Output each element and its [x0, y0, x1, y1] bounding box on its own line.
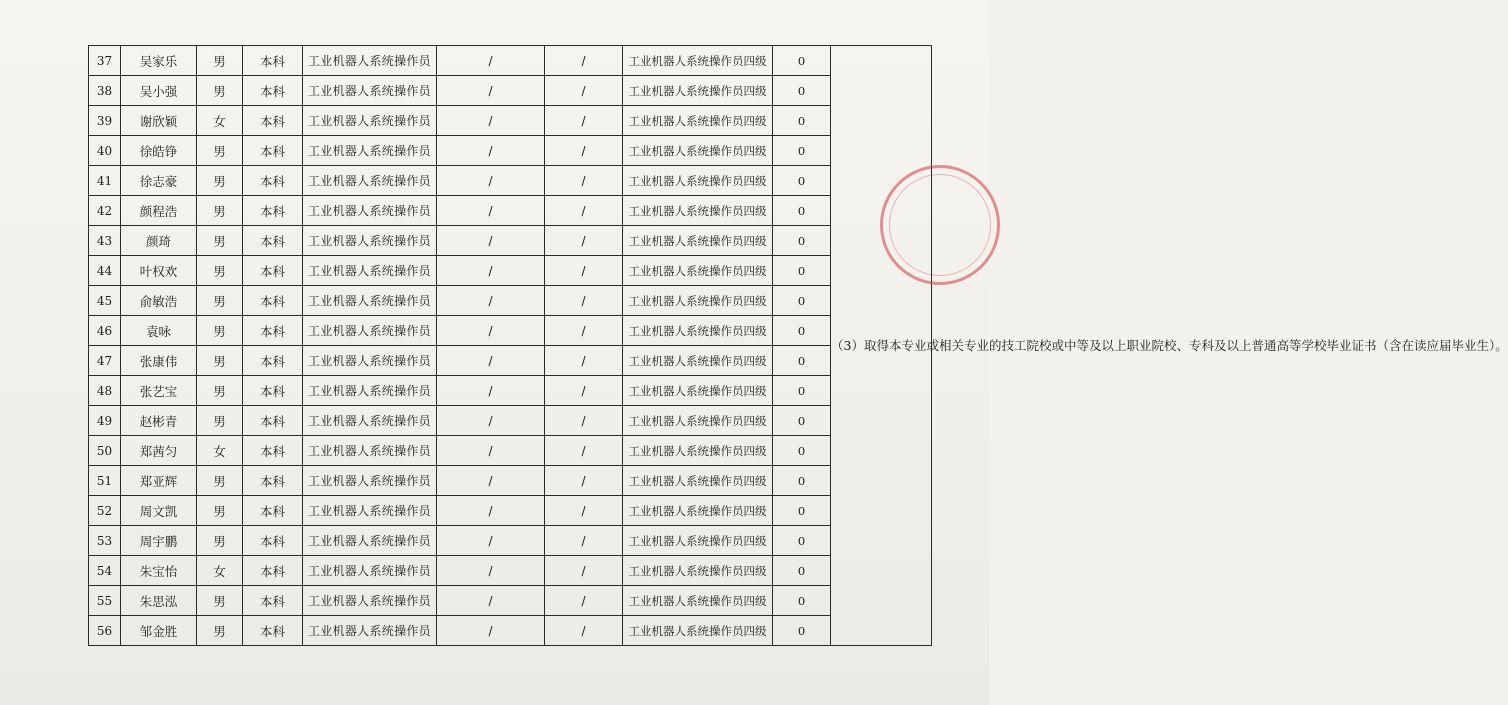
candidate-gender: 男: [197, 586, 243, 616]
empty-field-b: /: [545, 346, 623, 376]
row-number: 43: [89, 226, 121, 256]
table-row: [89, 196, 932, 226]
occupation: 工业机器人系统操作员: [303, 136, 437, 166]
candidate-name: 周宇鹏: [121, 526, 197, 556]
occupation: 工业机器人系统操作员: [303, 316, 437, 346]
row-number: 47: [89, 346, 121, 376]
certification-level: 工业机器人系统操作员四级: [623, 46, 773, 76]
empty-field-a: /: [437, 406, 545, 436]
candidate-name: 吴小强: [121, 76, 197, 106]
table-row: [89, 436, 932, 466]
empty-field-b: /: [545, 496, 623, 526]
empty-field-b: /: [545, 526, 623, 556]
occupation: 工业机器人系统操作员: [303, 406, 437, 436]
education-level: 本科: [243, 226, 303, 256]
table-row: [89, 616, 932, 646]
table-row: [89, 526, 932, 556]
row-number: 38: [89, 76, 121, 106]
empty-field-a: /: [437, 526, 545, 556]
education-level: 本科: [243, 316, 303, 346]
empty-field-a: /: [437, 256, 545, 286]
table-row: [89, 286, 932, 316]
certification-level: 工业机器人系统操作员四级: [623, 226, 773, 256]
empty-field-b: /: [545, 586, 623, 616]
occupation: 工业机器人系统操作员: [303, 256, 437, 286]
eligibility-note: （3）取得本专业或相关专业的技工院校或中等及以上职业院校、专科及以上普通高等学校毕业证书（含在读应届毕业生）。: [831, 46, 932, 646]
certification-level: 工业机器人系统操作员四级: [623, 166, 773, 196]
education-level: 本科: [243, 346, 303, 376]
empty-field-a: /: [437, 616, 545, 646]
empty-field-a: /: [437, 136, 545, 166]
occupation: 工业机器人系统操作员: [303, 196, 437, 226]
candidate-gender: 男: [197, 406, 243, 436]
candidate-gender: 男: [197, 286, 243, 316]
row-number: 48: [89, 376, 121, 406]
row-number: 50: [89, 436, 121, 466]
empty-field-b: /: [545, 556, 623, 586]
certification-level: 工业机器人系统操作员四级: [623, 346, 773, 376]
education-level: 本科: [243, 46, 303, 76]
certification-level: 工业机器人系统操作员四级: [623, 496, 773, 526]
empty-field-b: /: [545, 376, 623, 406]
candidate-name: 朱宝怡: [121, 556, 197, 586]
certification-level: 工业机器人系统操作员四级: [623, 256, 773, 286]
education-level: 本科: [243, 556, 303, 586]
candidate-name: 郑亚辉: [121, 466, 197, 496]
candidate-name: 张艺宝: [121, 376, 197, 406]
score-value: 0: [773, 436, 831, 466]
table-row: [89, 316, 932, 346]
education-level: 本科: [243, 496, 303, 526]
row-number: 54: [89, 556, 121, 586]
empty-field-b: /: [545, 196, 623, 226]
certification-level: 工业机器人系统操作员四级: [623, 406, 773, 436]
score-value: 0: [773, 196, 831, 226]
candidate-gender: 男: [197, 496, 243, 526]
candidate-gender: 女: [197, 556, 243, 586]
score-value: 0: [773, 256, 831, 286]
education-level: 本科: [243, 106, 303, 136]
occupation: 工业机器人系统操作员: [303, 526, 437, 556]
empty-field-a: /: [437, 586, 545, 616]
empty-field-a: /: [437, 106, 545, 136]
score-value: 0: [773, 76, 831, 106]
occupation: 工业机器人系统操作员: [303, 46, 437, 76]
certification-level: 工业机器人系统操作员四级: [623, 286, 773, 316]
candidate-name: 邹金胜: [121, 616, 197, 646]
table-row: [89, 226, 932, 256]
occupation: 工业机器人系统操作员: [303, 496, 437, 526]
education-level: 本科: [243, 376, 303, 406]
candidate-name: 谢欣颖: [121, 106, 197, 136]
empty-field-a: /: [437, 466, 545, 496]
education-level: 本科: [243, 466, 303, 496]
candidate-name: 颜琦: [121, 226, 197, 256]
certification-level: 工业机器人系统操作员四级: [623, 136, 773, 166]
score-value: 0: [773, 526, 831, 556]
candidate-name: 张康伟: [121, 346, 197, 376]
candidate-name: 叶权欢: [121, 256, 197, 286]
score-value: 0: [773, 616, 831, 646]
occupation: 工业机器人系统操作员: [303, 226, 437, 256]
row-number: 37: [89, 46, 121, 76]
table-row: [89, 46, 932, 76]
empty-field-a: /: [437, 46, 545, 76]
certification-level: 工业机器人系统操作员四级: [623, 376, 773, 406]
education-level: 本科: [243, 406, 303, 436]
row-number: 46: [89, 316, 121, 346]
row-number: 52: [89, 496, 121, 526]
education-level: 本科: [243, 136, 303, 166]
empty-field-a: /: [437, 196, 545, 226]
candidate-gender: 男: [197, 46, 243, 76]
empty-field-b: /: [545, 406, 623, 436]
occupation: 工业机器人系统操作员: [303, 556, 437, 586]
table-row: [89, 466, 932, 496]
candidate-gender: 男: [197, 466, 243, 496]
row-number: 51: [89, 466, 121, 496]
empty-field-b: /: [545, 436, 623, 466]
occupation: 工业机器人系统操作员: [303, 286, 437, 316]
education-level: 本科: [243, 286, 303, 316]
empty-field-b: /: [545, 466, 623, 496]
education-level: 本科: [243, 436, 303, 466]
empty-field-a: /: [437, 376, 545, 406]
candidate-name: 郑茜匀: [121, 436, 197, 466]
candidate-roster-table: [88, 45, 1508, 646]
table-row: [89, 136, 932, 166]
table-row: [89, 496, 932, 526]
row-number: 44: [89, 256, 121, 286]
empty-field-a: /: [437, 436, 545, 466]
candidate-gender: 男: [197, 166, 243, 196]
table-row: [89, 106, 932, 136]
empty-field-b: /: [545, 106, 623, 136]
score-value: 0: [773, 136, 831, 166]
row-number: 49: [89, 406, 121, 436]
candidate-name: 朱思泓: [121, 586, 197, 616]
score-value: 0: [773, 226, 831, 256]
roster-body: [89, 46, 1508, 646]
candidate-name: 俞敏浩: [121, 286, 197, 316]
empty-field-a: /: [437, 346, 545, 376]
candidate-name: 吴家乐: [121, 46, 197, 76]
row-number: 53: [89, 526, 121, 556]
certification-level: 工业机器人系统操作员四级: [623, 106, 773, 136]
candidate-name: 徐志豪: [121, 166, 197, 196]
occupation: 工业机器人系统操作员: [303, 76, 437, 106]
empty-field-b: /: [545, 166, 623, 196]
table-row: [89, 556, 932, 586]
education-level: 本科: [243, 76, 303, 106]
empty-field-a: /: [437, 496, 545, 526]
score-value: 0: [773, 466, 831, 496]
score-value: 0: [773, 376, 831, 406]
occupation: 工业机器人系统操作员: [303, 586, 437, 616]
empty-field-a: /: [437, 316, 545, 346]
empty-field-b: /: [545, 316, 623, 346]
certification-level: 工业机器人系统操作员四级: [623, 586, 773, 616]
row-number: 39: [89, 106, 121, 136]
candidate-gender: 男: [197, 526, 243, 556]
education-level: 本科: [243, 526, 303, 556]
occupation: 工业机器人系统操作员: [303, 376, 437, 406]
empty-field-a: /: [437, 166, 545, 196]
empty-field-a: /: [437, 556, 545, 586]
certification-level: 工业机器人系统操作员四级: [623, 76, 773, 106]
score-value: 0: [773, 406, 831, 436]
education-level: 本科: [243, 586, 303, 616]
empty-field-b: /: [545, 76, 623, 106]
table-row: [89, 376, 932, 406]
table-row: [89, 406, 932, 436]
score-value: 0: [773, 586, 831, 616]
candidate-gender: 男: [197, 226, 243, 256]
empty-field-b: /: [545, 226, 623, 256]
candidate-name: 徐皓铮: [121, 136, 197, 166]
empty-field-b: /: [545, 286, 623, 316]
score-value: 0: [773, 166, 831, 196]
empty-field-b: /: [545, 136, 623, 166]
candidate-gender: 男: [197, 376, 243, 406]
table-row: [89, 586, 932, 616]
education-level: 本科: [243, 196, 303, 226]
empty-field-b: /: [545, 616, 623, 646]
empty-field-b: /: [545, 46, 623, 76]
score-value: 0: [773, 46, 831, 76]
candidate-gender: 女: [197, 106, 243, 136]
empty-field-a: /: [437, 226, 545, 256]
candidate-gender: 男: [197, 316, 243, 346]
candidate-name: 袁咏: [121, 316, 197, 346]
table-row: [89, 76, 932, 106]
occupation: 工业机器人系统操作员: [303, 466, 437, 496]
empty-field-b: /: [545, 256, 623, 286]
candidate-name: 颜程浩: [121, 196, 197, 226]
candidate-gender: 男: [197, 196, 243, 226]
certification-level: 工业机器人系统操作员四级: [623, 466, 773, 496]
occupation: 工业机器人系统操作员: [303, 346, 437, 376]
candidate-name: 赵彬青: [121, 406, 197, 436]
certification-level: 工业机器人系统操作员四级: [623, 526, 773, 556]
certification-level: 工业机器人系统操作员四级: [623, 436, 773, 466]
score-value: 0: [773, 286, 831, 316]
certification-level: 工业机器人系统操作员四级: [623, 316, 773, 346]
row-number: 56: [89, 616, 121, 646]
score-value: 0: [773, 106, 831, 136]
candidate-gender: 男: [197, 256, 243, 286]
candidate-name: 周文凯: [121, 496, 197, 526]
empty-field-a: /: [437, 286, 545, 316]
occupation: 工业机器人系统操作员: [303, 106, 437, 136]
certification-level: 工业机器人系统操作员四级: [623, 556, 773, 586]
candidate-gender: 男: [197, 346, 243, 376]
table-row: [89, 346, 932, 376]
occupation: 工业机器人系统操作员: [303, 616, 437, 646]
score-value: 0: [773, 496, 831, 526]
row-number: 41: [89, 166, 121, 196]
certification-level: 工业机器人系统操作员四级: [623, 196, 773, 226]
table-row: [89, 256, 932, 286]
row-number: 40: [89, 136, 121, 166]
score-value: 0: [773, 346, 831, 376]
score-value: 0: [773, 316, 831, 346]
occupation: 工业机器人系统操作员: [303, 166, 437, 196]
table-row: [89, 166, 932, 196]
education-level: 本科: [243, 166, 303, 196]
candidate-gender: 女: [197, 436, 243, 466]
row-number: 55: [89, 586, 121, 616]
education-level: 本科: [243, 256, 303, 286]
candidate-gender: 男: [197, 76, 243, 106]
occupation: 工业机器人系统操作员: [303, 436, 437, 466]
education-level: 本科: [243, 616, 303, 646]
certification-level: 工业机器人系统操作员四级: [623, 616, 773, 646]
candidate-gender: 男: [197, 616, 243, 646]
row-number: 42: [89, 196, 121, 226]
candidate-gender: 男: [197, 136, 243, 166]
empty-field-a: /: [437, 76, 545, 106]
row-number: 45: [89, 286, 121, 316]
score-value: 0: [773, 556, 831, 586]
